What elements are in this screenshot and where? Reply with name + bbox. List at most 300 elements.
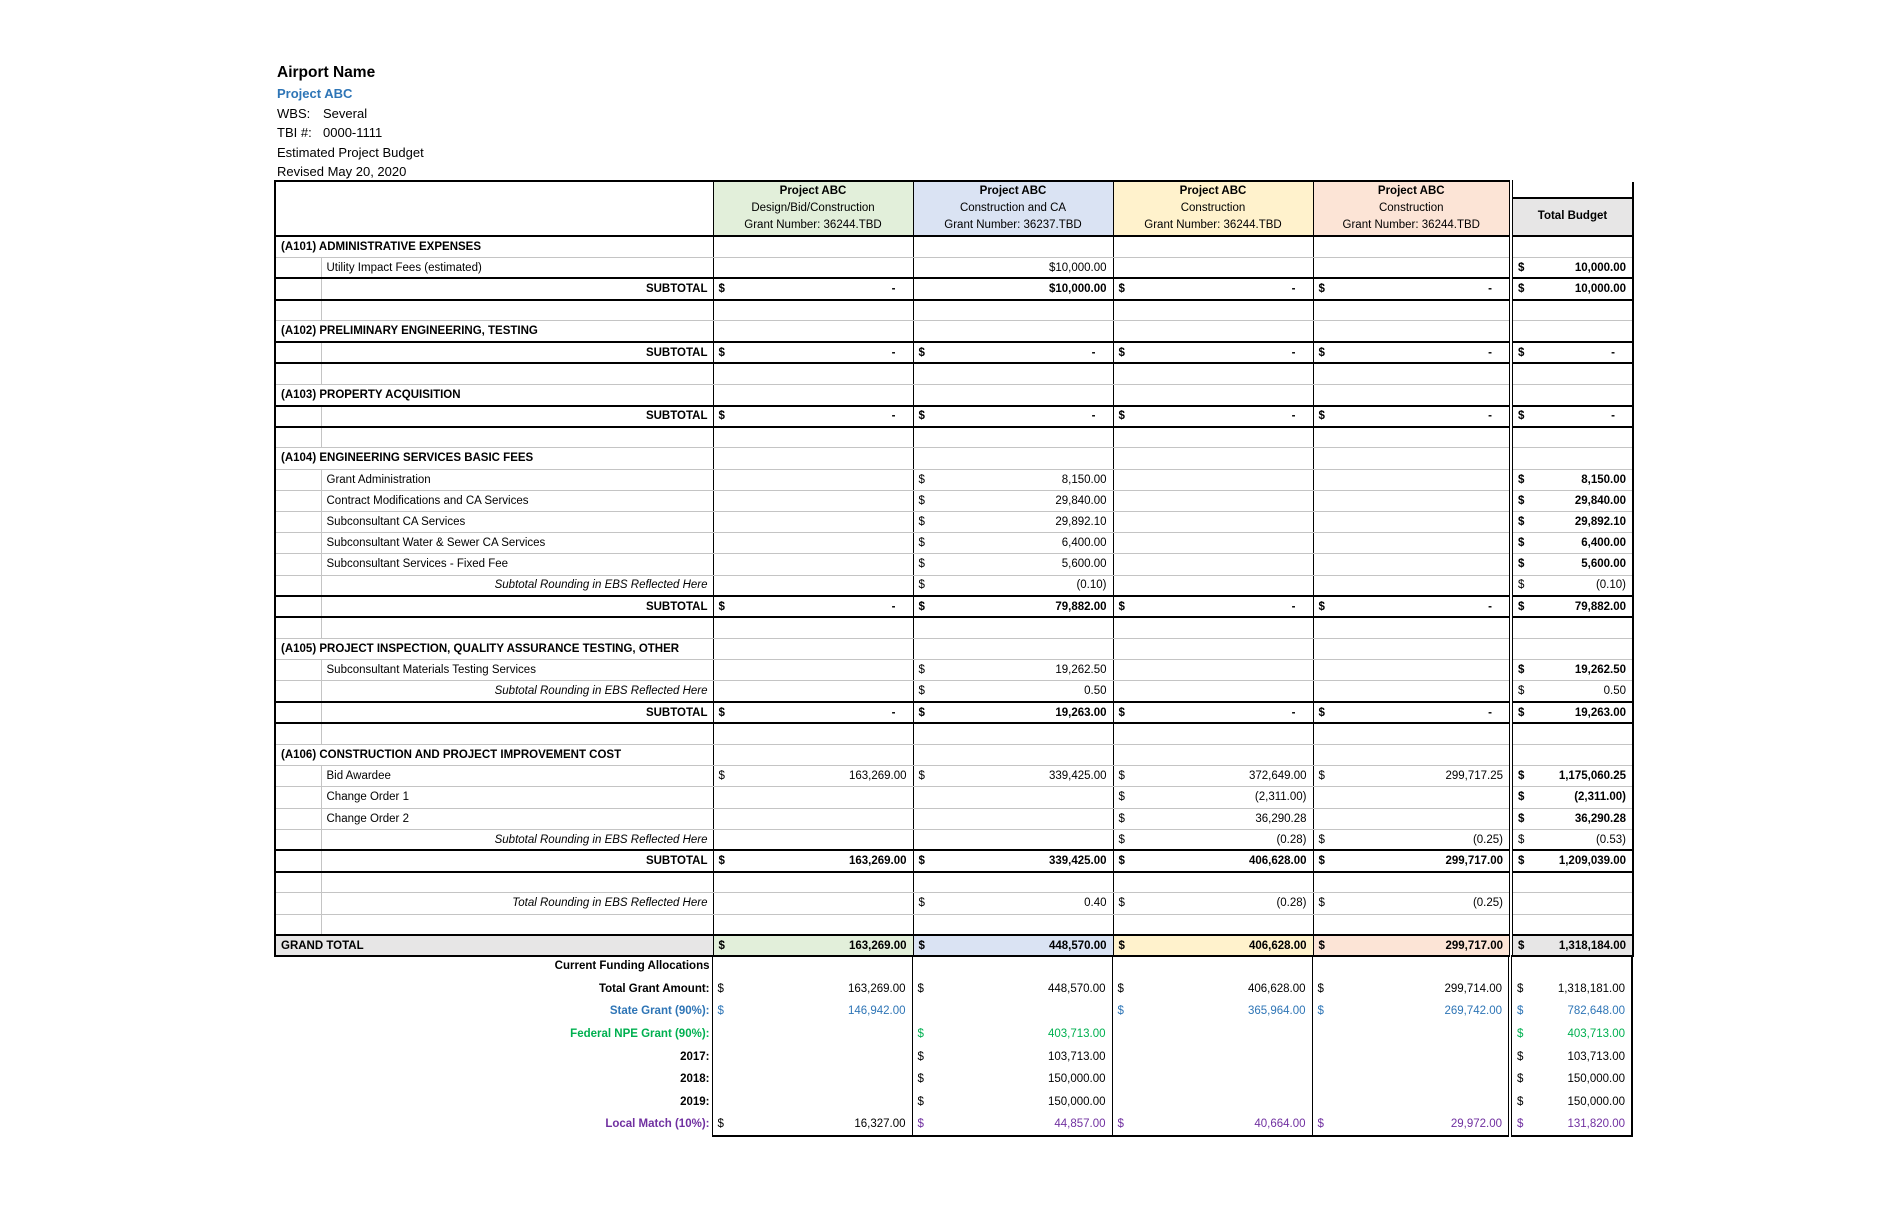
amount: 150,000.00 [1047,1073,1106,1086]
currency-symbol: $ [718,770,725,783]
amount-cell-1 [713,766,913,787]
amount: 29,840.00 [1055,494,1107,507]
amount: - [1611,410,1615,423]
money-value [719,347,908,359]
currency-symbol: $ [1518,855,1525,868]
amount: 8,150.00 [1061,473,1107,486]
total-cell [1511,257,1633,278]
money-value [1319,283,1505,295]
subtotal-row [275,850,1633,871]
amount-cell-3 [1113,829,1313,850]
currency-symbol: $ [917,1073,924,1086]
section-header-row [275,745,1633,766]
money-value [1119,897,1308,909]
funding-row [274,1068,1632,1091]
subtotal-row [275,702,1633,723]
money-value [1518,940,1627,952]
amount-cell-1 [713,639,913,660]
amount-cell-4 [1313,490,1511,511]
amount: - [891,706,896,719]
currency-symbol: $ [717,982,724,995]
amount-cell-3 [1113,300,1313,321]
currency-symbol: $ [1118,833,1125,846]
currency-symbol: $ [918,939,925,952]
amount-cell-2 [913,257,1113,278]
budget-table [274,180,1634,957]
funding-cell-3 [1112,1068,1312,1091]
line-item-row [275,681,1633,702]
row-label: SUBTOTAL [321,702,713,723]
amount-cell-4 [1313,808,1511,829]
wbs-label: WBS: [277,105,311,121]
funding-cell-4 [1312,1113,1510,1136]
total-cell [1511,681,1633,702]
row-label: Subconsultant CA Services [321,511,713,532]
column-header-row [275,181,1633,236]
funding-label: Federal NPE Grant (90%): [570,1028,710,1041]
amount-cell-2 [913,300,1113,321]
line-item-row [275,490,1633,511]
funding-title: Current Funding Allocations [554,960,710,973]
total-cell [1511,342,1633,363]
currency-symbol: $ [1518,939,1525,952]
money-value [1319,770,1505,782]
row-label: SUBTOTAL [321,596,713,617]
line-item-row [275,554,1633,575]
funding-cell-4 [1312,978,1510,1001]
currency-symbol: $ [1518,516,1525,529]
money-value [1319,601,1505,613]
money-value [1119,283,1308,295]
total-cell [1511,406,1633,427]
amount-cell-3 [1113,745,1313,766]
total-cell [1511,617,1633,638]
amount-cell-4 [1313,511,1511,532]
currency-symbol: $ [1118,939,1125,952]
section-header-row [275,236,1633,257]
amount: 372,649.00 [1248,770,1307,783]
amount-cell-1 [713,850,913,871]
amount-cell-1 [713,257,913,278]
amount-cell-1 [713,723,913,744]
money-value [919,262,1108,274]
money-value [919,537,1108,549]
amount: - [1488,410,1492,423]
amount: 299,717.00 [1445,855,1503,868]
amount-cell-4 [1313,787,1511,808]
money-value [1518,813,1627,825]
indent-cell [275,723,321,744]
currency-symbol: $ [918,410,925,423]
amount-cell-1 [713,935,913,956]
amount: 406,628.00 [1247,982,1306,995]
currency-symbol: $ [1518,791,1525,804]
currency-symbol: $ [918,516,925,529]
currency-symbol: $ [1118,600,1125,613]
amount: 8,150.00 [1581,473,1626,486]
column-header-title: Project ABC [779,185,847,197]
funding-row [274,1023,1632,1046]
currency-symbol: $ [1318,897,1325,910]
currency-symbol: $ [917,1117,924,1130]
amount-cell-3 [1113,490,1313,511]
total-cell [1511,300,1633,321]
row-label: Total Rounding in EBS Reflected Here [321,893,713,914]
amount-cell-2 [913,384,1113,405]
currency-symbol: $ [1517,1095,1524,1108]
row-label: Subtotal Rounding in EBS Reflected Here [321,681,713,702]
total-cell [1511,723,1633,744]
funding-cell-1 [712,1091,912,1114]
amount-cell-4 [1313,236,1511,257]
amount-cell-2 [913,702,1113,723]
amount-cell-2 [913,766,1113,787]
amount-cell-4 [1313,596,1511,617]
amount-cell-1 [713,511,913,532]
amount-cell-3 [1113,660,1313,681]
money-value [1119,834,1308,846]
amount-cell-4 [1313,342,1511,363]
indent-cell [275,702,321,723]
amount: 16,327.00 [854,1117,906,1130]
money-value [919,579,1108,591]
money-value [1119,707,1308,719]
currency-symbol: $ [1118,897,1125,910]
amount: - [1291,346,1296,359]
money-value [1518,834,1627,846]
row-label: Contract Modifications and CA Services [321,490,713,511]
total-cell [1511,787,1633,808]
amount-cell-3 [1113,808,1313,829]
amount: 339,425.00 [1048,855,1107,868]
amount-cell-1 [713,406,913,427]
amount-cell-2 [913,850,1113,871]
blank-row [275,872,1633,893]
subtotal-row [275,342,1633,363]
amount-cell-2 [913,596,1113,617]
currency-symbol: $ [918,855,925,868]
amount-cell-3 [1113,363,1313,384]
funding-total-cell [1510,1113,1632,1136]
amount-cell-4 [1313,300,1511,321]
money-value [919,601,1108,613]
currency-symbol: $ [918,494,925,507]
money-value [1518,770,1627,782]
money-value [1517,1005,1626,1017]
amount-cell-3 [1113,575,1313,596]
amount-cell-4 [1313,745,1511,766]
currency-symbol: $ [718,282,725,295]
column-header-grant: Grant Number: 36244.TBD [744,219,882,231]
amount-cell-2 [913,342,1113,363]
money-value [919,516,1108,528]
amount-cell-2 [913,935,1113,956]
currency-symbol: $ [1518,346,1525,359]
amount-cell-3 [1113,935,1313,956]
money-value [1318,1005,1504,1017]
total-cell [1511,914,1633,935]
blank-row [275,723,1633,744]
amount: - [1488,346,1492,359]
currency-symbol: $ [1518,537,1525,550]
tbi-label: TBI #: [277,125,312,140]
currency-symbol: $ [1317,1005,1324,1018]
amount-cell-2 [913,745,1113,766]
amount-cell-4 [1313,829,1511,850]
amount-cell-2 [913,533,1113,554]
currency-symbol: $ [1518,833,1525,846]
currency-symbol: $ [1517,1005,1524,1018]
amount: 1,209,039.00 [1558,855,1626,868]
funding-total-cell [1510,1068,1632,1091]
line-item-row [275,808,1633,829]
currency-symbol: $ [1518,706,1525,719]
money-value [918,1118,1107,1130]
grand-total-row [275,935,1633,956]
currency-symbol: $ [1118,346,1125,359]
row-label: Grant Administration [321,469,713,490]
amount: 782,648.00 [1567,1005,1625,1018]
money-value [919,474,1108,486]
amount: (0.10) [1076,579,1107,592]
amount: 339,425.00 [1048,770,1107,783]
money-value [919,897,1108,909]
column-header-sub: Construction and CA [959,202,1067,214]
currency-symbol: $ [917,1028,924,1041]
money-value [1119,601,1308,613]
currency-symbol: $ [718,939,725,952]
currency-symbol: $ [717,1005,724,1018]
currency-symbol: $ [1318,770,1325,783]
line-item-row [275,469,1633,490]
funding-cell-4 [1312,1091,1510,1114]
amount-cell-3 [1113,236,1313,257]
row-label: (A103) PROPERTY ACQUISITION [275,384,713,405]
money-value [1119,813,1308,825]
amount-cell-1 [713,236,913,257]
amount: 299,717.25 [1445,770,1503,783]
funding-cell-4 [1312,1023,1510,1046]
row-label: SUBTOTAL [321,278,713,299]
section-header-row [275,384,1633,405]
row-label [321,427,713,448]
amount-cell-2 [913,617,1113,638]
money-value [919,410,1108,422]
indent-cell [275,766,321,787]
blank-row [275,427,1633,448]
column-header-title: Project ABC [979,185,1047,197]
money-value [1318,1118,1504,1130]
currency-symbol: $ [1118,812,1125,825]
amount-cell-4 [1313,893,1511,914]
document-title: Estimated Project Budget [277,144,424,160]
total-cell [1511,639,1633,660]
row-label: (A101) ADMINISTRATIVE EXPENSES [275,236,713,257]
currency-symbol: $ [1318,282,1325,295]
amount-cell-1 [713,787,913,808]
amount-cell-2 [913,872,1113,893]
currency-symbol: $ [1118,410,1125,423]
amount: - [891,410,896,423]
indent-cell [275,914,321,935]
indent-cell [275,490,321,511]
amount: 0.40 [1084,897,1107,910]
amount-cell-1 [713,745,913,766]
indent-cell [275,406,321,427]
amount-cell-2 [913,639,1113,660]
currency-symbol: $ [917,982,924,995]
total-cell [1511,745,1633,766]
amount-cell-1 [713,363,913,384]
amount-cell-3 [1113,766,1313,787]
total-cell [1511,448,1633,469]
amount: $10,000.00 [1048,261,1107,274]
funding-total-cell [1510,1091,1632,1114]
blank-row [275,914,1633,935]
amount-cell-4 [1313,872,1511,893]
total-cell [1511,935,1633,956]
money-value [1118,1005,1307,1017]
amount-cell-4 [1313,702,1511,723]
amount-cell-1 [713,321,913,342]
total-cell [1511,490,1633,511]
indent-cell [275,300,321,321]
funding-title-row [274,955,1632,978]
amount-cell-4 [1313,448,1511,469]
amount: 1,318,184.00 [1558,939,1626,952]
money-value [719,601,908,613]
total-cell [1511,575,1633,596]
currency-symbol: $ [1318,706,1325,719]
currency-symbol: $ [918,579,925,592]
amount-cell-2 [913,278,1113,299]
row-label: Subtotal Rounding in EBS Reflected Here [321,829,713,850]
amount: - [891,346,896,359]
blank-row [275,363,1633,384]
amount-cell-1 [713,808,913,829]
money-value [719,770,908,782]
indent-cell [275,575,321,596]
amount-cell-1 [713,893,913,914]
line-item-row [275,511,1633,532]
column-header-3 [1113,181,1313,236]
amount-cell-4 [1313,766,1511,787]
blank-row [275,300,1633,321]
amount-cell-3 [1113,469,1313,490]
currency-symbol: $ [1118,282,1125,295]
row-label: SUBTOTAL [321,342,713,363]
amount-cell-2 [913,808,1113,829]
amount: 10,000.00 [1574,261,1626,274]
indent-cell [275,554,321,575]
column-header-grant: Grant Number: 36237.TBD [944,219,1082,231]
amount-cell-4 [1313,533,1511,554]
money-value [1319,347,1505,359]
currency-symbol: $ [918,897,925,910]
money-value [718,983,907,995]
currency-symbol: $ [918,473,925,486]
currency-symbol: $ [1518,558,1525,571]
money-value [1119,940,1308,952]
funding-label: 2018: [680,1073,710,1086]
currency-symbol: $ [1518,812,1525,825]
currency-symbol: $ [1518,685,1525,698]
amount: 44,857.00 [1054,1117,1106,1130]
currency-symbol: $ [918,770,925,783]
amount: 103,713.00 [1567,1050,1625,1063]
amount: 150,000.00 [1567,1073,1625,1086]
money-value [919,558,1108,570]
money-value [918,1028,1107,1040]
indent-cell [275,850,321,871]
subtotal-row [275,406,1633,427]
currency-symbol: $ [918,346,925,359]
amount-cell-1 [713,427,913,448]
row-label: (A105) PROJECT INSPECTION, QUALITY ASSURANCE TESTING, OTHER [275,639,713,660]
amount-cell-2 [913,681,1113,702]
row-label: Change Order 1 [321,787,713,808]
currency-symbol: $ [1318,939,1325,952]
amount: 403,713.00 [1047,1028,1106,1041]
amount: 269,742.00 [1444,1005,1502,1018]
row-label: (A106) CONSTRUCTION AND PROJECT IMPROVEMENT COST [275,745,713,766]
amount: - [1291,600,1296,613]
amount: 403,713.00 [1567,1028,1625,1041]
currency-symbol: $ [917,1050,924,1063]
amount: 163,269.00 [848,770,907,783]
money-value [919,770,1108,782]
total-cell [1511,533,1633,554]
money-value [918,983,1107,995]
currency-symbol: $ [1318,833,1325,846]
amount: $10,000.00 [1048,282,1107,295]
amount-cell-1 [713,278,913,299]
money-value [1518,283,1627,295]
total-cell [1511,554,1633,575]
money-value [1518,579,1627,591]
amount: 146,942.00 [847,1005,906,1018]
currency-symbol: $ [717,1117,724,1130]
total-cell [1511,829,1633,850]
money-value [1518,855,1627,867]
currency-symbol: $ [1518,410,1525,423]
amount: 19,263.00 [1574,706,1626,719]
amount: 6,400.00 [1581,537,1626,550]
currency-symbol: $ [1118,855,1125,868]
money-value [919,347,1108,359]
total-cell [1511,660,1633,681]
empty-cell [712,955,912,978]
currency-symbol: $ [1118,791,1125,804]
money-value [1318,983,1504,995]
money-value [919,495,1108,507]
funding-cell-3 [1112,1023,1312,1046]
currency-symbol: $ [1517,1028,1524,1041]
amount-cell-2 [913,575,1113,596]
funding-cell-3 [1112,1045,1312,1068]
amount-cell-1 [713,829,913,850]
amount-cell-4 [1313,406,1511,427]
money-value [1319,410,1505,422]
funding-row [274,978,1632,1001]
money-value [1118,983,1307,995]
amount: 163,269.00 [848,855,907,868]
amount-cell-2 [913,893,1113,914]
amount: (0.28) [1276,897,1307,910]
amount-cell-4 [1313,723,1511,744]
money-value [1518,664,1627,676]
funding-cell-1 [712,978,912,1001]
